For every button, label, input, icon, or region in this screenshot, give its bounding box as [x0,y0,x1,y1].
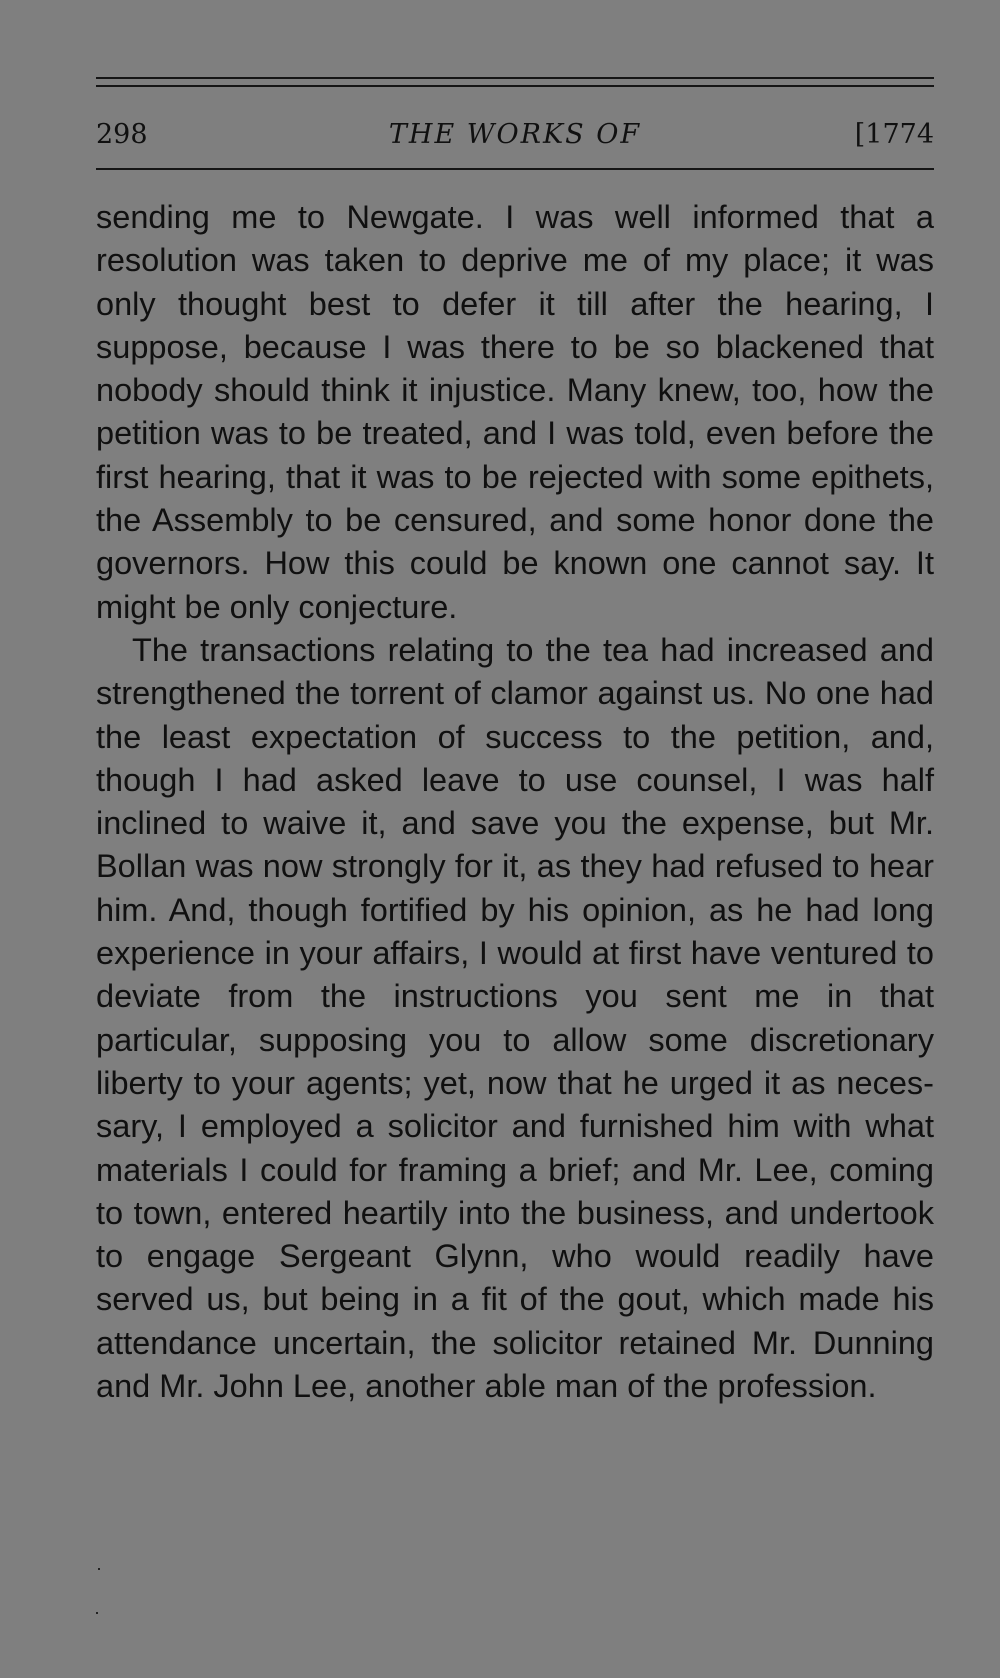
running-header [96,115,934,155]
scan-speck [98,1568,100,1570]
page-number: 298 [96,119,148,150]
header-rule-bottom [96,168,934,170]
header-rule-top [96,77,934,79]
running-title: THE WORKS OF [388,119,642,150]
paragraph-1: sending me to Newgate. I was well informed that a resolution was taken to deprive me of my place; it was only thought best to defer it till after the hearing, I suppose, because I was there to be so blackened that nobody should think it injustice. Many knew, too, how the petition was to be treated, and I was told, even before the first hearing, that it was to be rejected with some epithets, the Assembly to be censured, and some honor done the governors. How this could be known one cannot say. It might be only conjecture. [96,199,934,625]
body-text [96,196,934,1408]
header-year: [1774 [854,119,934,150]
scan-speck [96,1612,98,1614]
paragraph-2: The transactions relating to the tea had increased and strengthened the torrent of clamor against us. No one had the least expectation of success to the petition, and, though I had asked leave to use counsel, I was half inclined to waive it, and save you the expense, but Mr. Bollan was now strongly for it, as they had refused to hear him. And, though fortified by his opinion, as he had long experience in your affairs, I would at first have ventured to deviate from the instructions you sent me in that particular, supposing you to allow some discretionary liberty to your agents; yet, now that he urged it as necessary, I employed a solicitor and furnished him with what materials I could for framing a brief; and Mr. Lee, coming to town, entered heartily into the business, and undertook to engage Sergeant Glynn, who would readily have served us, but being in a fit of the gout, which made his attendance uncertain, the solicitor retained Mr. Dunning and Mr. John Lee, another able man of the profession. [96,631,934,1405]
header-rule-top-inner [96,85,934,87]
